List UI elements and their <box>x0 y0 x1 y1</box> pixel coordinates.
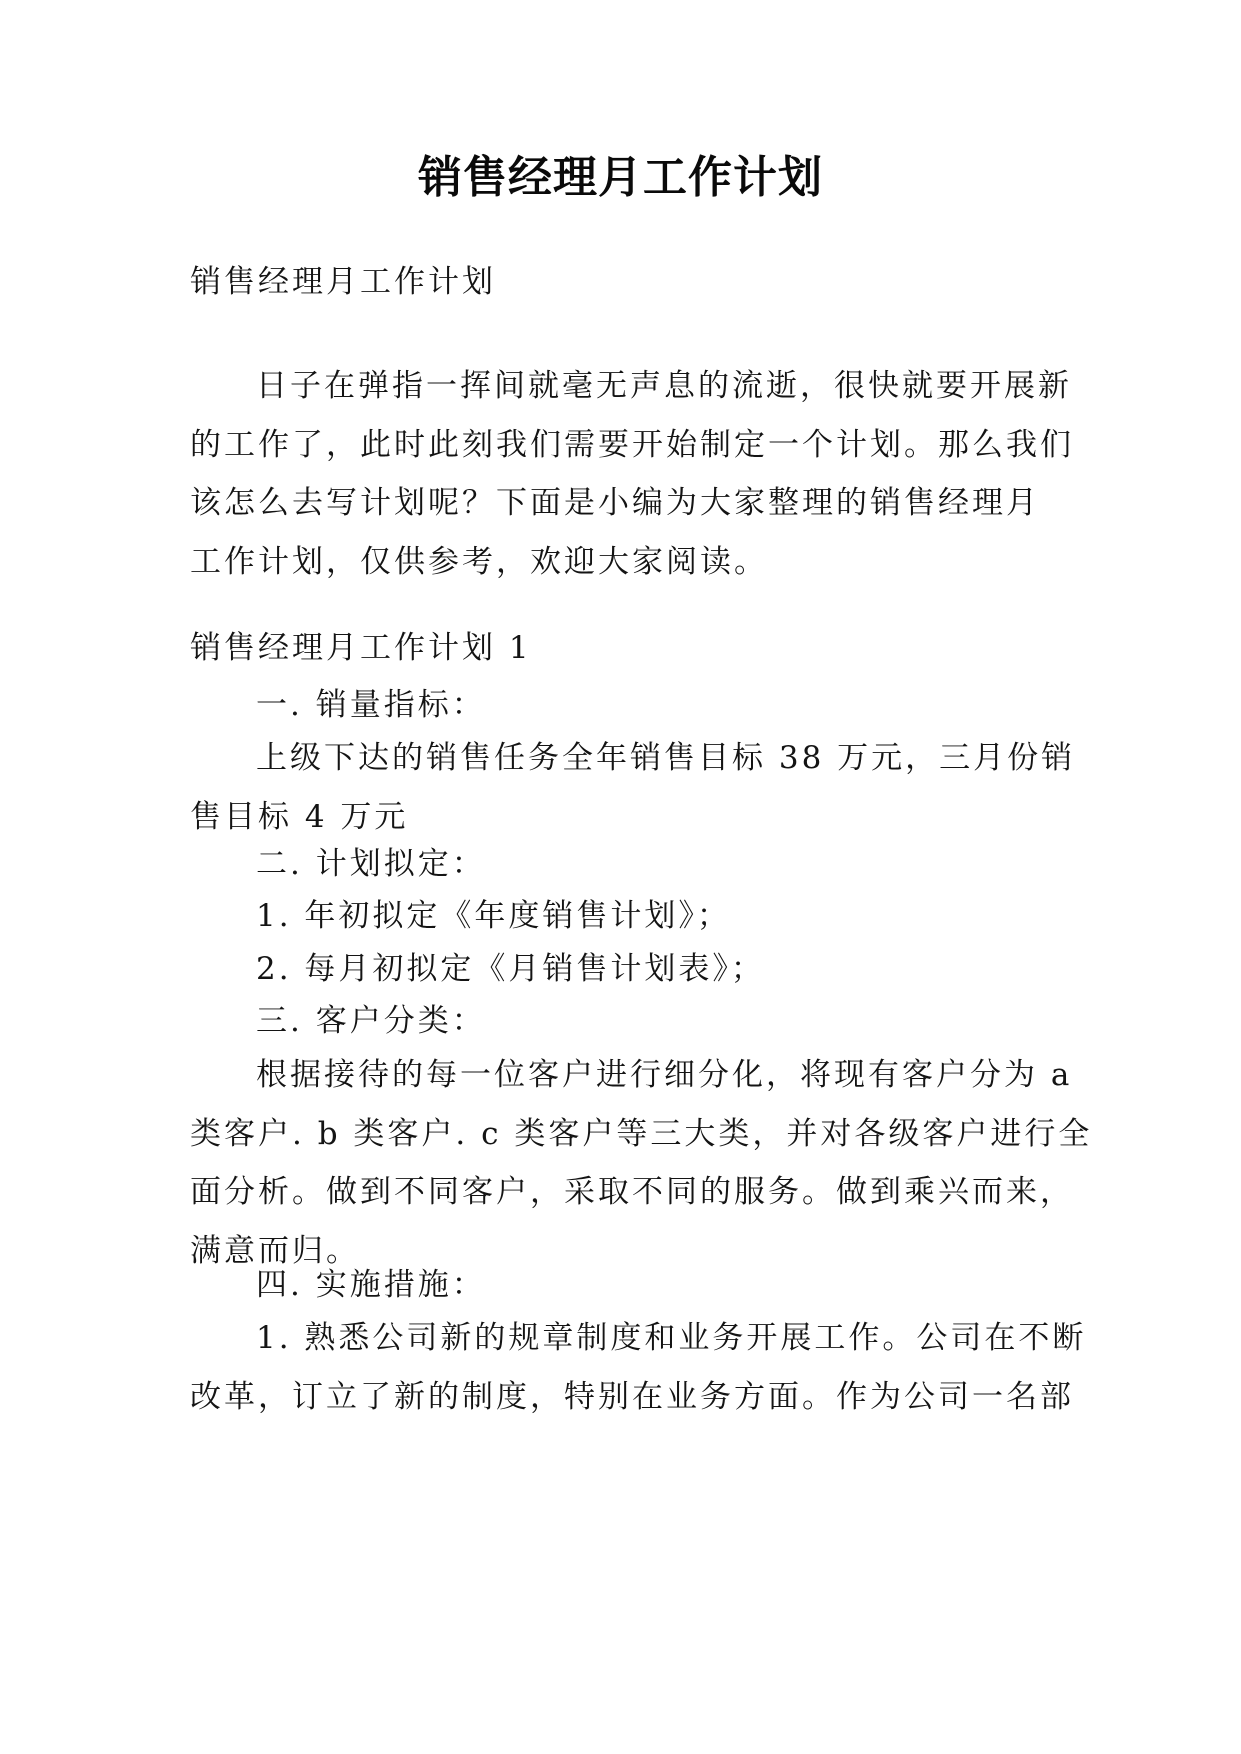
customer-classification-paragraph <box>190 1046 1093 1280</box>
sales-target-line: 售目标 4 万元 <box>190 798 409 835</box>
intro-line: 该怎么去写计划呢？下面是小编为大家整理的销售经理月 <box>190 485 1040 521</box>
document-subtitle: 销售经理月工作计划 <box>190 264 496 300</box>
measure-line: 1. 熟悉公司新的规章制度和业务开展工作。公司在不断 <box>256 1320 1087 1356</box>
measure-line: 改革，订立了新的制度，特别在业务方面。作为公司一名部 <box>190 1378 1074 1415</box>
plan-item-1: 1. 年初拟定《年度销售计划》； <box>256 898 731 934</box>
document-title: 销售经理月工作计划 <box>418 152 823 203</box>
customer-classification-line: 面分析。做到不同客户，采取不同的服务。做到乘兴而来， <box>190 1174 1074 1210</box>
heading-measures: 四. 实施措施： <box>256 1267 486 1303</box>
intro-line: 工作计划，仅供参考，欢迎大家阅读。 <box>190 543 768 580</box>
sales-target-line: 上级下达的销售任务全年销售目标 38 万元，三月份销 <box>256 740 1076 776</box>
customer-classification-line: 满意而归。 <box>190 1232 360 1269</box>
intro-line: 的工作了，此时此刻我们需要开始制定一个计划。那么我们 <box>190 426 1074 463</box>
customer-classification-line: 类客户. b 类客户. c 类客户等三大类，并对各级客户进行全 <box>190 1115 1093 1152</box>
sales-target-paragraph <box>190 729 1076 846</box>
heading-plan: 二. 计划拟定： <box>256 846 486 882</box>
section-title: 销售经理月工作计划 1 <box>190 630 532 666</box>
intro-line: 日子在弹指一挥间就毫无声息的流逝，很快就要开展新 <box>256 368 1072 404</box>
heading-sales-target: 一. 销量指标： <box>256 687 486 723</box>
customer-classification-line: 根据接待的每一位客户进行细分化，将现有客户分为 a <box>256 1057 1073 1093</box>
measure-paragraph <box>190 1309 1087 1426</box>
intro-paragraph <box>190 357 1074 591</box>
heading-customer-classification: 三. 客户分类： <box>256 1003 486 1039</box>
plan-item-2: 2. 每月初拟定《月销售计划表》； <box>256 951 765 987</box>
